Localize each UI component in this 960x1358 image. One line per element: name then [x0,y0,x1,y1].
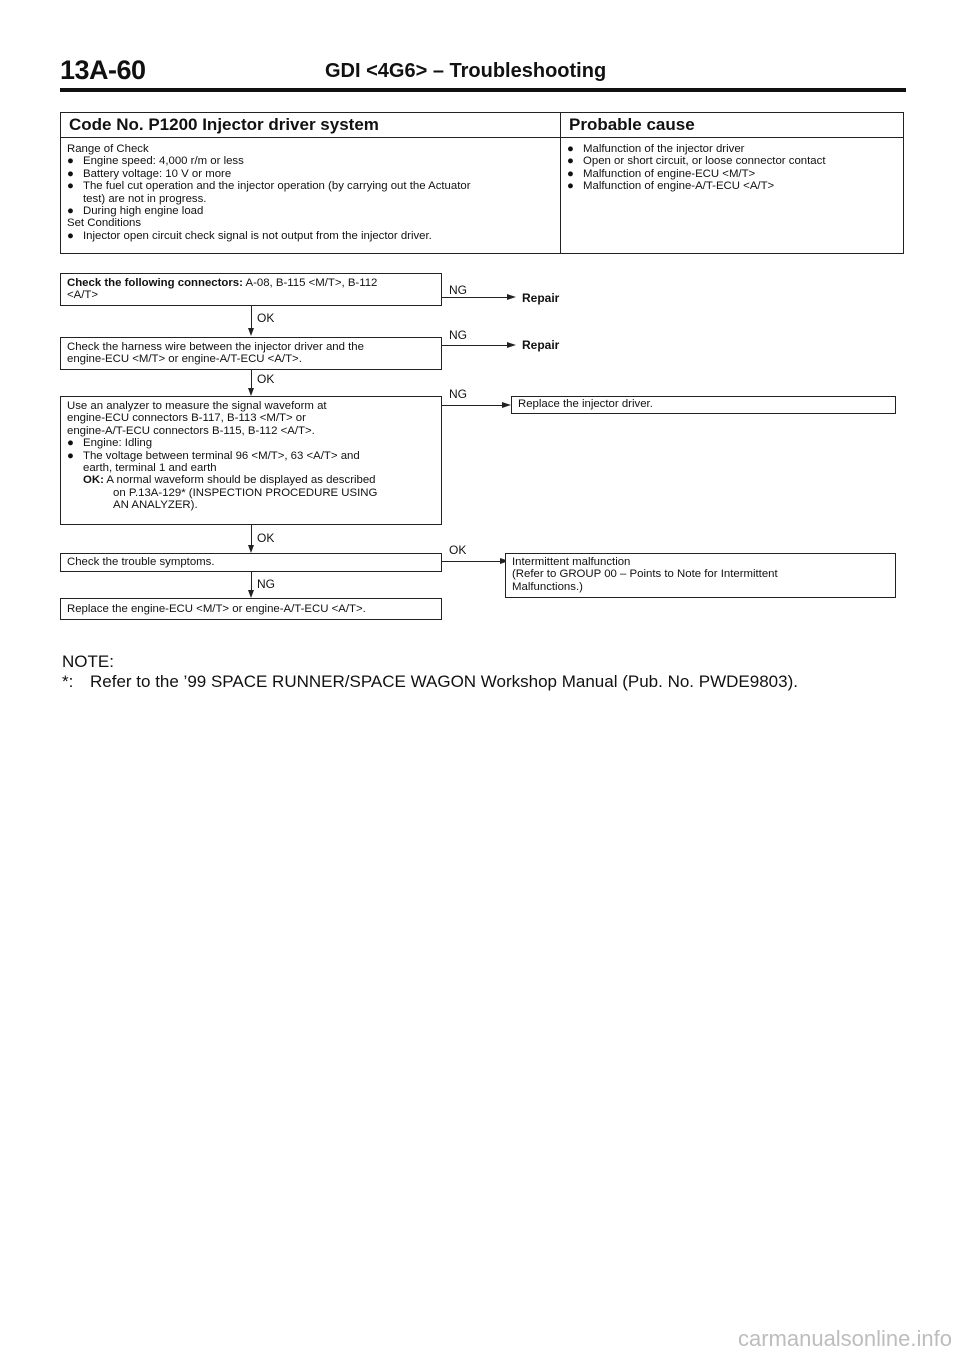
ok-label: OK [257,311,275,325]
step-check-connectors: Check the following connectors: A-08, B-115 <M/T>, B-112 <A/T> [60,273,442,306]
range-item: ● Engine speed: 4,000 r/m or less [67,155,244,168]
range-item: ● Battery voltage: 10 V or more [67,167,232,180]
arrow-down-icon [248,388,254,396]
ng-label: NG [449,283,467,297]
arrow-right-icon [507,294,516,300]
cause-item: ● Malfunction of engine-A/T-ECU <A/T> [567,180,775,193]
ok-label: OK [257,372,275,386]
note-text [62,672,798,692]
arrow-down-icon [248,545,254,553]
ng-label: NG [449,328,467,342]
arrow-down-icon [248,328,254,336]
note-body: Refer to the ’99 SPACE RUNNER/SPACE WAGON Workshop Manual (Pub. No. PWDE9803). [90,672,798,691]
cause-item: ● Malfunction of engine-ECU <M/T> [567,167,756,180]
cause-body [561,138,903,193]
step-check-harness: Check the harness wire between the injector driver and the engine-ECU <M/T> or engine-A/T-ECU <A/T>. [60,337,442,370]
ng-connector [251,572,252,592]
repair-result: Repair [522,338,560,352]
intermittent-malfunction-result: Intermittent malfunction (Refer to GROUP 00 – Points to Note for Intermittent Malfunctions.) [505,553,896,598]
cause-item: ● Open or short circuit, or loose connector contact [567,155,826,168]
ok-connector [251,525,252,547]
page-title: GDI <4G6> – Troubleshooting [325,60,607,82]
ok-connector [442,561,504,562]
page-number: 13A-60 [60,55,146,85]
step-replace-ecu: Replace the engine-ECU <M/T> or engine-A/T-ECU <A/T>. [60,598,442,620]
ng-connector [442,297,510,298]
set-item: ● Injector open circuit check signal is not output from the injector driver. [67,229,432,242]
watermark: carmanualsonline.info [737,1326,952,1351]
code-body [61,138,560,242]
range-label: Range of Check [67,143,149,155]
arrow-right-icon [502,402,511,408]
step-measure-waveform: Use an analyzer to measure the signal waveform at engine-ECU connectors B-117, B-113 <M/T> or engine-A/T-ECU connectors B-115, B-112 <A/T>. ● Engine: Idling ● The voltage between terminal 96 <M/T>, 63 <A/T> and earth, terminal 1 and earth OK: A normal waveform should be displayed as described on P.13A-129* (INSPECTION PROCEDURE USING AN ANALYZER). [60,396,442,525]
arrow-down-icon [248,590,254,598]
ng-connector [442,345,510,346]
replace-injector-driver-result: Replace the injector driver. [511,396,896,414]
ng-label: NG [257,577,275,591]
header-rule [60,88,906,92]
code-table [60,112,904,254]
ng-label: NG [449,387,467,401]
ok-connector [251,370,252,390]
repair-result: Repair [522,291,560,305]
step-check-symptoms: Check the trouble symptoms. [60,553,442,572]
range-item: ● During high engine load [67,205,204,218]
cause-column [561,113,903,253]
cause-heading: Probable cause [561,113,903,138]
range-item-continued: test) are not in progress. [83,192,207,205]
code-heading: Code No. P1200 Injector driver system [61,113,560,138]
range-item: ● The fuel cut operation and the injector operation (by carrying out the Actuator [67,180,471,193]
ok-label: OK [257,531,275,545]
ok-connector [251,306,252,330]
code-column [61,113,561,253]
ok-label: OK [449,543,467,557]
arrow-right-icon [507,342,516,348]
set-label: Set Conditions [67,217,142,230]
note-star: *: [62,672,74,691]
cause-item: ● Malfunction of the injector driver [567,143,745,155]
ng-connector [442,405,506,406]
note-heading: NOTE: [62,652,114,671]
